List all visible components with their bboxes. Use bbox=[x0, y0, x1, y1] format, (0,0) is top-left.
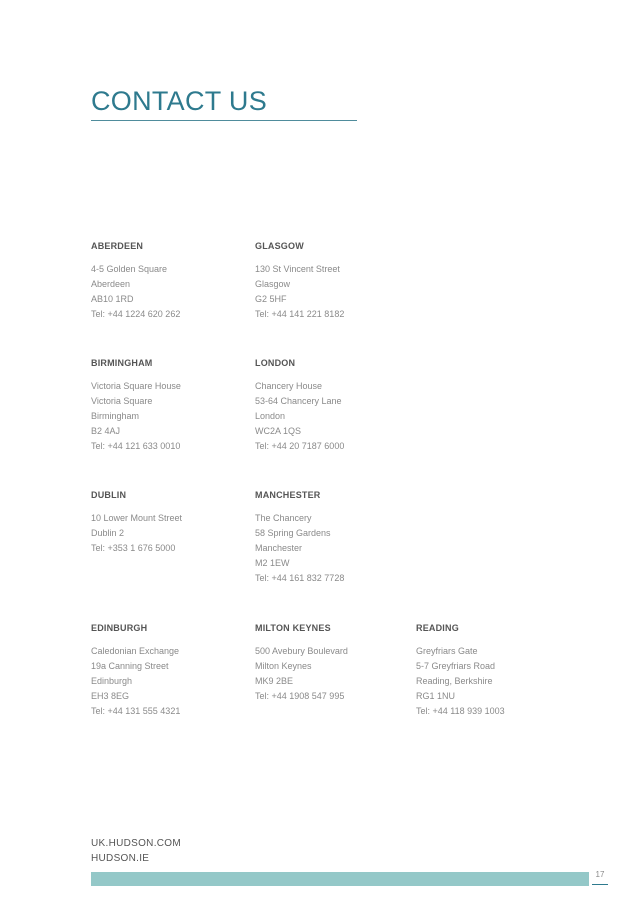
address-line: 53-64 Chancery Lane bbox=[255, 396, 342, 406]
office-name: DUBLIN bbox=[91, 490, 127, 500]
address-line: Manchester bbox=[255, 543, 303, 553]
address-line: 4-5 Golden Square bbox=[91, 264, 168, 274]
office-name: LONDON bbox=[255, 358, 296, 368]
telephone-line: Tel: +44 161 832 7728 bbox=[255, 573, 345, 583]
office-name: MANCHESTER bbox=[255, 490, 321, 500]
address-line: 58 Spring Gardens bbox=[255, 528, 331, 538]
address-line: EH3 8EG bbox=[91, 691, 130, 701]
office-name: READING bbox=[416, 623, 459, 633]
telephone-line: Tel: +44 20 7187 6000 bbox=[255, 441, 345, 451]
office-name: EDINBURGH bbox=[91, 623, 148, 633]
address-line: M2 1EW bbox=[255, 558, 290, 568]
address-line: The Chancery bbox=[255, 513, 312, 523]
address-line: Glasgow bbox=[255, 279, 291, 289]
address-line: G2 5HF bbox=[255, 294, 287, 304]
office-birmingham bbox=[91, 358, 241, 454]
address-line: Milton Keynes bbox=[255, 661, 312, 671]
address-line: Victoria Square House bbox=[91, 381, 181, 391]
telephone-line: Tel: +44 118 939 1003 bbox=[416, 706, 505, 716]
page-title: CONTACT US bbox=[91, 86, 268, 116]
office-reading bbox=[416, 623, 566, 719]
address-line: Edinburgh bbox=[91, 676, 133, 686]
address-line: B2 4AJ bbox=[91, 426, 121, 436]
address-line: 500 Avebury Boulevard bbox=[255, 646, 348, 656]
office-london bbox=[255, 358, 405, 454]
address-line: Chancery House bbox=[255, 381, 323, 391]
address-line: 19a Canning Street bbox=[91, 661, 169, 671]
page-number: 17 bbox=[595, 870, 605, 879]
address-line: AB10 1RD bbox=[91, 294, 134, 304]
office-milton-keynes bbox=[255, 623, 405, 704]
address-line: 10 Lower Mount Street bbox=[91, 513, 183, 523]
address-line: Aberdeen bbox=[91, 279, 131, 289]
website-uk-link[interactable]: UK.HUDSON.COM bbox=[91, 838, 182, 849]
footer-bar bbox=[91, 872, 589, 886]
telephone-line: Tel: +44 131 555 4321 bbox=[91, 706, 181, 716]
office-name: ABERDEEN bbox=[91, 241, 144, 251]
office-name: MILTON KEYNES bbox=[255, 623, 331, 633]
telephone-line: Tel: +44 121 633 0010 bbox=[91, 441, 181, 451]
address-line: RG1 1NU bbox=[416, 691, 456, 701]
address-line: Reading, Berkshire bbox=[416, 676, 493, 686]
address-line: Birmingham bbox=[91, 411, 140, 421]
address-line: Caledonian Exchange bbox=[91, 646, 180, 656]
address-line: MK9 2BE bbox=[255, 676, 294, 686]
office-edinburgh bbox=[91, 623, 241, 719]
office-dublin bbox=[91, 490, 241, 556]
office-name: BIRMINGHAM bbox=[91, 358, 153, 368]
address-line: WC2A 1QS bbox=[255, 426, 302, 436]
address-line: Greyfriars Gate bbox=[416, 646, 478, 656]
page-number-underline bbox=[592, 884, 608, 885]
office-manchester bbox=[255, 490, 405, 586]
telephone-line: Tel: +353 1 676 5000 bbox=[91, 543, 176, 553]
address-line: Victoria Square bbox=[91, 396, 153, 406]
address-line: Dublin 2 bbox=[91, 528, 125, 538]
office-aberdeen bbox=[91, 241, 241, 322]
website-ie-link[interactable]: HUDSON.IE bbox=[91, 853, 150, 864]
address-line: 5-7 Greyfriars Road bbox=[416, 661, 496, 671]
address-line: London bbox=[255, 411, 286, 421]
office-name: GLASGOW bbox=[255, 241, 304, 251]
telephone-line: Tel: +44 141 221 8182 bbox=[255, 309, 345, 319]
telephone-line: Tel: +44 1908 547 995 bbox=[255, 691, 345, 701]
telephone-line: Tel: +44 1224 620 262 bbox=[91, 309, 181, 319]
title-underline bbox=[91, 120, 357, 121]
address-line: 130 St Vincent Street bbox=[255, 264, 340, 274]
office-glasgow bbox=[255, 241, 405, 322]
